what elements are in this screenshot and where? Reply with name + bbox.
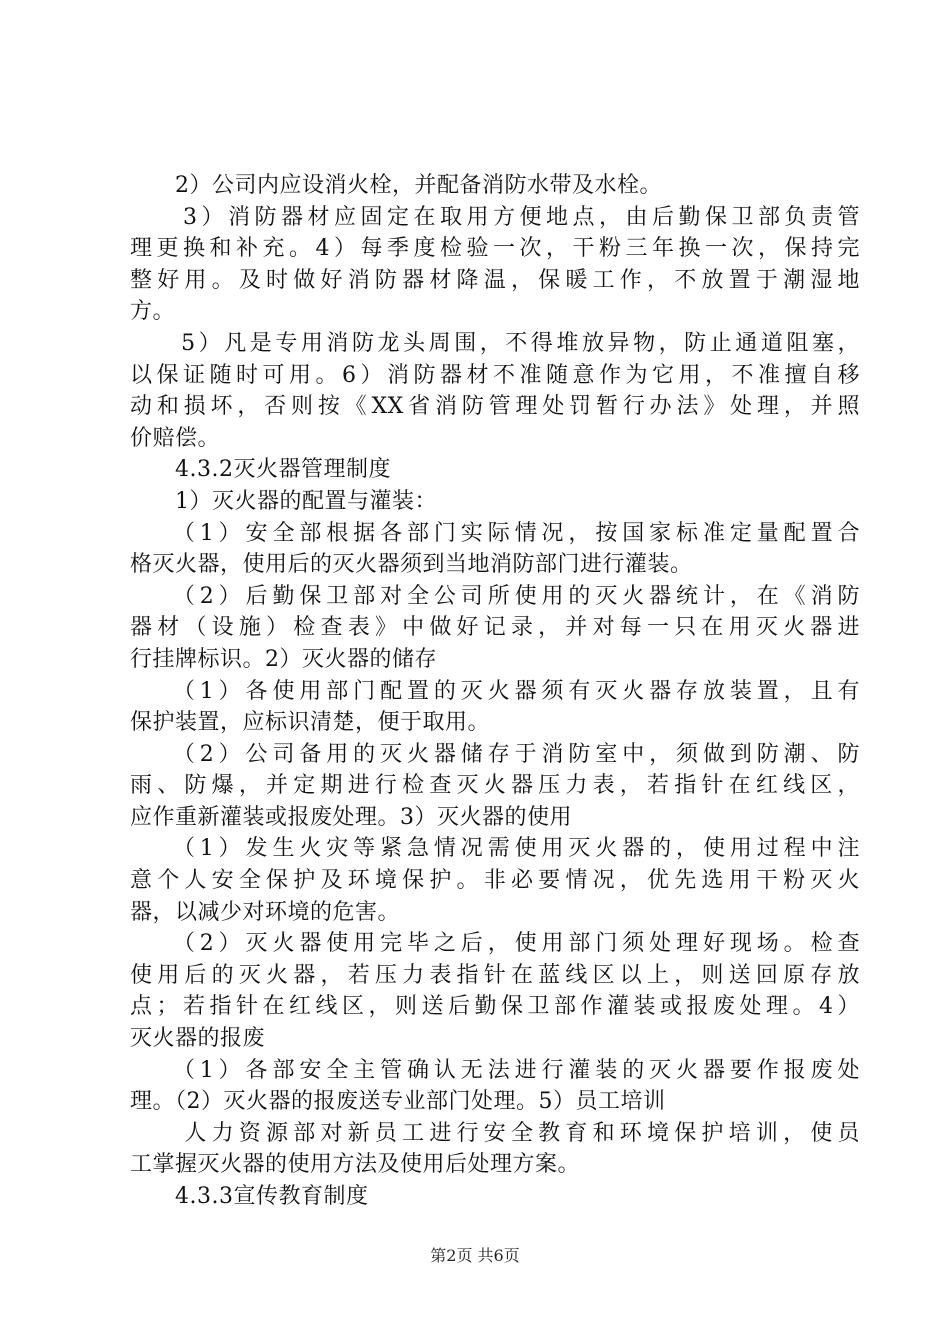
text-line: 方。	[130, 299, 176, 325]
text-line: （2）后勤保卫部对全公司所使用的灭火器统计，在《消防	[130, 583, 860, 609]
text-line: 1）灭火器的配置与灌装：	[130, 488, 437, 514]
text-line: （1）安全部根据各部门实际情况，按国家标准定量配置合	[130, 520, 860, 546]
text-line: 3）消防器材应固定在取用方便地点，由后勤保卫部负责管	[130, 204, 860, 230]
text-line: 4.3.3宣传教育制度	[130, 1184, 369, 1209]
text-line: 工掌握灭火器的使用方法及使用后处理方案。	[130, 1152, 581, 1178]
text-line: 格灭火器，使用后的灭火器须到当地消防部门进行灌装。	[130, 552, 693, 578]
text-line: 意个人安全保护及环境保护。非必要情况，优先选用干粉灭火	[130, 868, 860, 894]
text-line: 理更换和补充。4）每季度检验一次，干粉三年换一次，保持完	[130, 236, 860, 262]
text-line: （1）各部安全主管确认无法进行灌装的灭火器要作报废处	[130, 1057, 860, 1083]
document-body	[130, 170, 860, 1213]
text-line: 动和损坏，否则按《XX省消防管理处罚暂行办法》处理，并照	[130, 394, 860, 420]
text-line: 使用后的灭火器，若压力表指针在蓝线区以上，则送回原存放	[130, 962, 860, 988]
text-line: （1）各使用部门配置的灭火器须有灭火器存放装置，且有	[130, 678, 860, 704]
text-line: 4.3.2灭火器管理制度	[130, 457, 391, 483]
text-line: 器，以减少对环境的危害。	[130, 899, 401, 925]
text-line: 点；若指针在红线区，则送后勤保卫部作灌装或报废处理。4）	[130, 994, 860, 1020]
page-footer: 第2页 共6页	[430, 1246, 520, 1265]
text-line: （2）公司备用的灭火器储存于消防室中，须做到防潮、防	[130, 741, 860, 767]
text-line: 雨、防爆，并定期进行检查灭火器压力表，若指针在红线区，	[130, 773, 860, 799]
text-line: 器材（设施）检查表》中做好记录，并对每一只在用灭火器进	[130, 615, 860, 641]
text-line: 理。（2）灭火器的报废送专业部门处理。5）员工培训	[130, 1089, 666, 1115]
text-line: 行挂牌标识。2）灭火器的储存	[130, 646, 437, 672]
text-line: 价赔偿。	[130, 425, 221, 451]
text-line: 人力资源部对新员工进行安全教育和环境保护培训，使员	[130, 1120, 860, 1146]
text-line: 2）公司内应设消火栓，并配备消防水带及水栓。	[130, 173, 662, 198]
text-line: 整好用。及时做好消防器材降温，保暖工作，不放置于潮湿地	[130, 267, 860, 293]
text-line: 保护装置，应标识清楚，便于取用。	[130, 710, 491, 736]
text-line: （2）灭火器使用完毕之后，使用部门须处理好现场。检查	[130, 931, 860, 957]
text-line: 5）凡是专用消防龙头周围，不得堆放异物，防止通道阻塞，	[130, 330, 860, 356]
text-line: 灭火器的报废	[130, 1026, 266, 1052]
text-line: （1）发生火灾等紧急情况需使用灭火器的，使用过程中注	[130, 836, 860, 862]
text-line: 应作重新灌装或报废处理。3）灭火器的使用	[130, 804, 572, 830]
text-line: 以保证随时可用。6）消防器材不准随意作为它用，不准擅自移	[130, 362, 860, 388]
